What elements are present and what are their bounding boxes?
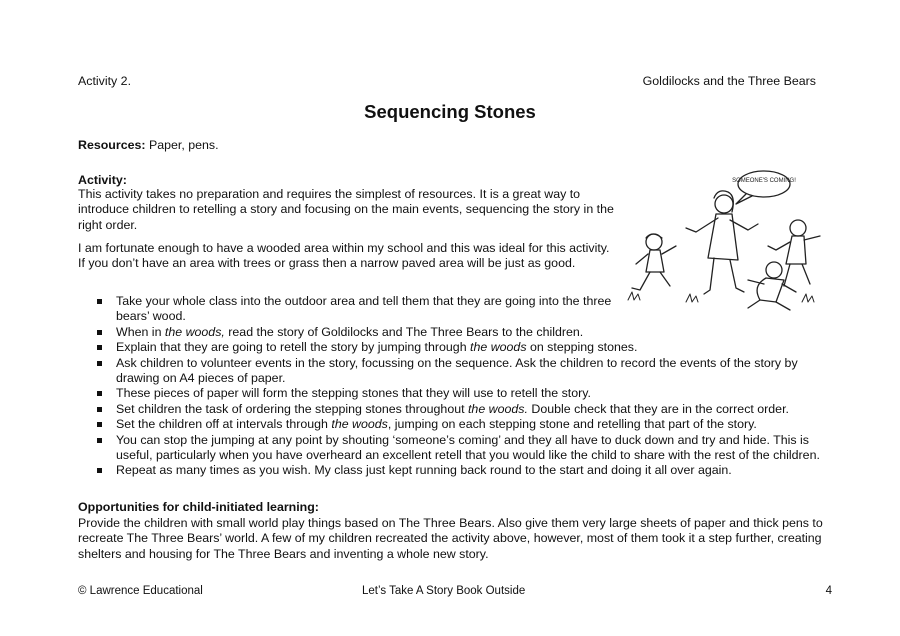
activity-label: Activity 2. — [78, 74, 132, 88]
opportunities-heading: Opportunities for child-initiated learning: — [78, 500, 319, 514]
bullet-icon — [97, 299, 102, 304]
list-item: When in the woods, read the story of Goldilocks and The Three Bears to the children. — [97, 325, 837, 340]
page-number: 4 — [825, 585, 832, 597]
page-title: Sequencing Stones — [364, 101, 536, 122]
resources-label: Resources: — [78, 138, 146, 152]
speech-bubble-shape — [738, 171, 790, 197]
list-item: Explain that they are going to retell the story by jumping through the woods on stepping stones. — [97, 340, 837, 355]
list-item: You can stop the jumping at any point by shouting ‘someone’s coming’ and they all have to duck down and try and hide. This is useful, particularly when you have overheard an excellent retell that you would like the child to share with the rest of the children. — [97, 433, 837, 464]
footer-copyright: © Lawrence Educational — [78, 585, 203, 597]
footer-book-title: Let’s Take A Story Book Outside — [362, 585, 526, 597]
bullet-icon — [97, 361, 102, 366]
activity-paragraph-1: This activity takes no preparation and requires the simplest of resources. It is a great way to introduce children to retelling a story and focusing on the main events, sequencing the story in the right order. — [78, 187, 614, 232]
bullet-icon — [97, 345, 102, 350]
bullet-icon — [97, 391, 102, 396]
list-item: Set children the task of ordering the stepping stones throughout the woods. Double check that they are in the correct order. — [97, 402, 837, 417]
bullet-icon — [97, 330, 102, 335]
bullet-icon — [97, 438, 102, 443]
opportunities-text: Provide the children with small world play things based on The Three Bears. Also give them very large sheets of paper and thick pens to recreate The Three Bears’ world. A few of my children recreated the activity above, however, most of them took it a step further, creating shelters and housing for The Three Bears and inventing a whole new story. — [78, 516, 823, 561]
steps-list — [97, 294, 837, 479]
resources-line — [78, 138, 219, 153]
activity-heading: Activity: — [78, 173, 127, 187]
bullet-icon — [97, 407, 102, 412]
bullet-icon — [97, 468, 102, 473]
speech-bubble-text: SOMEONE'S COMING! — [732, 178, 796, 184]
list-item: Repeat as many times as you wish. My class just kept running back round to the start and doing it all over again. — [97, 463, 837, 478]
bullet-icon — [97, 422, 102, 427]
list-item: Ask children to volunteer events in the story, focussing on the sequence. Ask the children to record the events of the story by drawing on A4 pieces of paper. — [97, 356, 837, 387]
story-title: Goldilocks and the Three Bears — [642, 74, 816, 88]
activity-paragraph-2: I am fortunate enough to have a wooded area within my school and this was ideal for this activity. If you don’t have an area with trees or grass then a narrow paved area will be just as good. — [78, 241, 610, 271]
list-item: These pieces of paper will form the stepping stones that they will use to retell the story. — [97, 386, 837, 401]
list-item: Take your whole class into the outdoor area and tell them that they are going into the three bears’ wood. — [97, 294, 616, 325]
list-item: Set the children off at intervals through the woods, jumping on each stepping stone and retelling that part of the story. — [97, 417, 837, 432]
resources-value: Paper, pens. — [145, 138, 219, 152]
